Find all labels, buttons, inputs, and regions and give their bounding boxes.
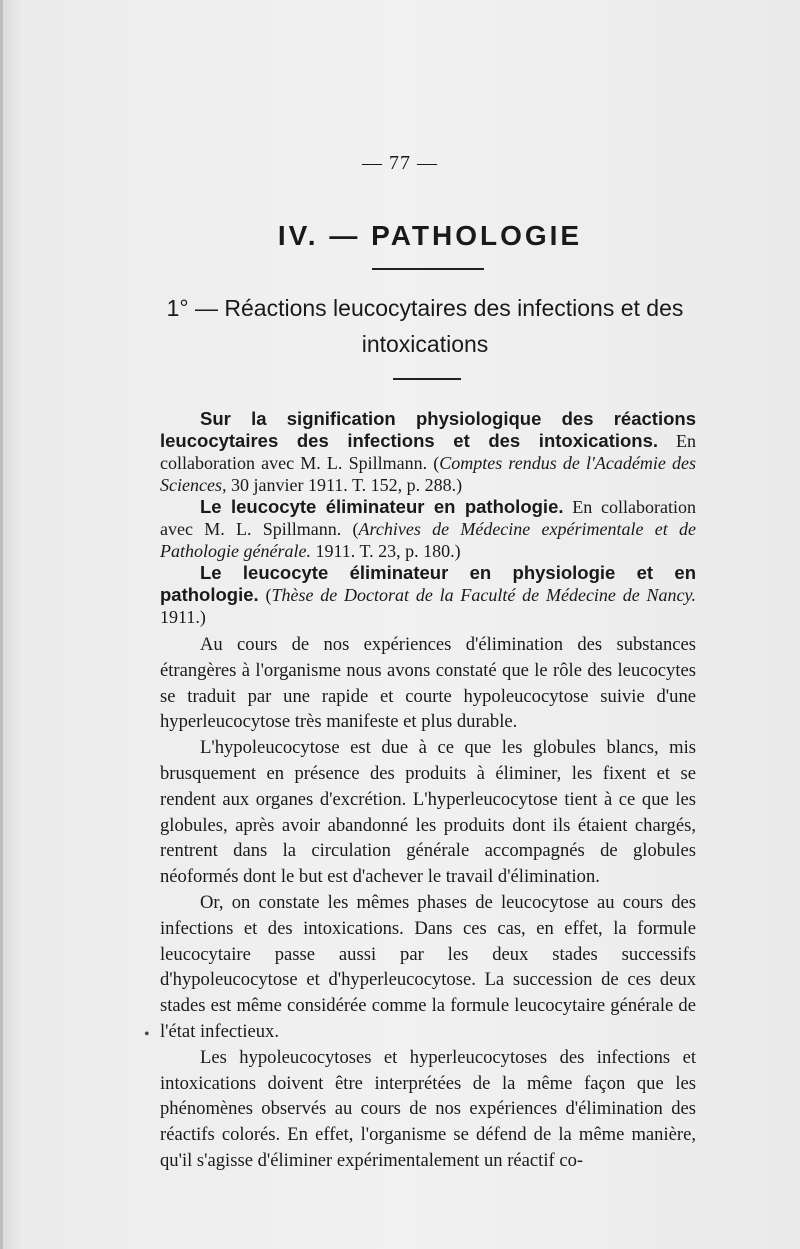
reference-title: Le leucocyte éliminateur en pathologie. — [200, 496, 564, 517]
reference-collab: ( — [258, 585, 272, 605]
paragraph: Or, on constate les mêmes phases de leucocytose au cours des infections et des intoxications. Dans ces cas, en effet, la formule leucocytaire passe aussi par les deux stades successifs d'hypoleucocytose et d'hyperleucocytose. La succession de ces deux stades est même considérée comme la formule leucocytaire générale de l'état infectieux. — [160, 891, 696, 1042]
page-binding-edge — [0, 0, 3, 1249]
paragraph: L'hypoleucocytose est due à ce que les globules blancs, mis brusquement en présence des produits à éliminer, les fixent et se rendent aux organes d'excrétion. L'hyperleucocytose tient à ce que les globules, après avoir abandonné les produits dont ils étaient chargés, rentrent dans la circulation générale accompagnés de globules néoformés dont le but est d'achever le travail d'élimination. — [160, 737, 696, 888]
reference-source: Archives de Médecine expérimentale et de Pathologie générale. — [160, 519, 696, 561]
reference-title: Le leucocyte éliminateur en physiologie et en pathologie. — [160, 562, 696, 605]
paragraph: Les hypoleucocytoses et hyperleucocytoses des infections et intoxications doivent être interprétées de la même façon que les phénomènes observés au cours de nos expériences d'élimination des réactifs colorés. En effet, l'organisme se défend de la même manière, qu'il s'agisse d'éliminer expérimentalement un réactif co- — [160, 1046, 696, 1171]
reference-title: Sur la signification physiologique des réactions leucocytaires des infections et des intoxications. — [160, 408, 696, 451]
reference-item — [160, 408, 696, 496]
reference-collab: En collaboration avec M. L. Spillmann. ( — [160, 431, 696, 473]
reference-details: 1911. T. 23, p. 180.) — [310, 541, 461, 561]
subsection-divider — [393, 378, 461, 380]
reference-list — [160, 408, 696, 628]
reference-details: 30 janvier 1911. T. 152, p. 288.) — [226, 475, 463, 495]
section-title: IV. — PATHOLOGIE — [277, 220, 583, 251]
reference-source: Comptes rendus de l'Académie des Sciences, — [160, 453, 696, 495]
margin-mark: • — [144, 1026, 150, 1043]
reference-collab: En collaboration avec M. L. Spillmann. ( — [160, 497, 696, 539]
subsection-title: 1° — Réactions leucocytaires des infections et des intoxications — [166, 295, 684, 357]
reference-item — [160, 496, 696, 562]
page-number: — 77 — — [362, 152, 438, 174]
reference-item — [160, 562, 696, 628]
paragraph: Au cours de nos expériences d'élimination des substances étrangères à l'organisme nous avons constaté que le rôle des leucocytes se traduit par une rapide et courte hypoleucocytose suivie d'une hyperleucocytose très manifeste et plus durable. — [160, 634, 696, 733]
reference-source: Thèse de Doctorat de la Faculté de Médecine de Nancy. — [271, 585, 696, 605]
reference-details: 1911.) — [160, 607, 206, 627]
body-text — [160, 632, 696, 1174]
title-divider — [372, 268, 484, 270]
